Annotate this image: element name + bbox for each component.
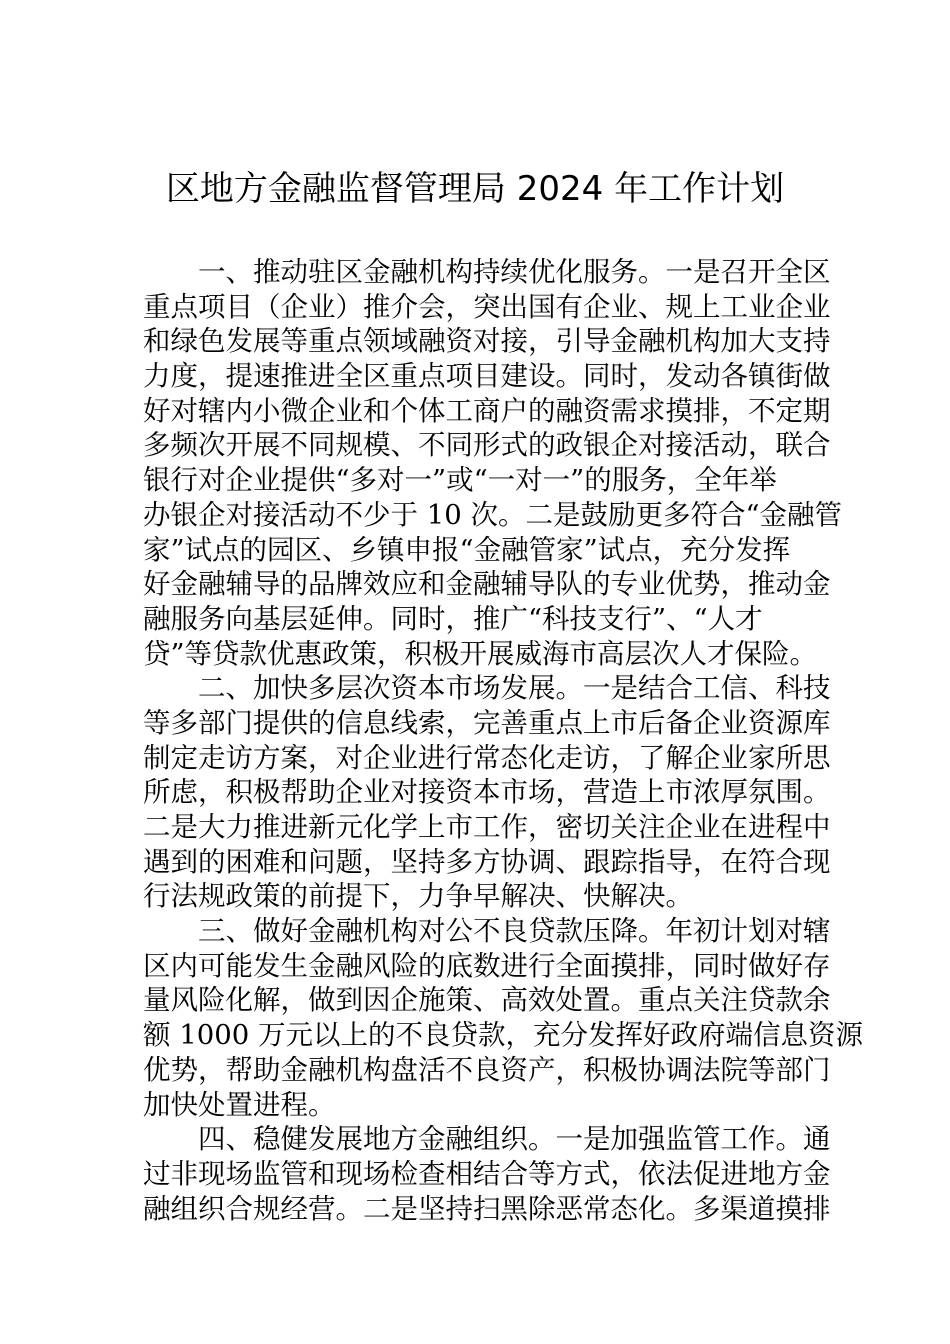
paragraph-3-line-1: 三、做好金融机构对公不良贷款压降。年初计划对辖 <box>198 915 831 948</box>
paragraph-3-line-4: 额 1000 万元以上的不良贷款，充分发挥好政府端信息资源 <box>143 1019 863 1052</box>
paragraph-1-line-9: 家”试点的园区、乡镇申报“金融管家”试点，充分发挥 <box>143 533 791 566</box>
paragraph-4-line-3: 融组织合规经营。二是坚持扫黑除恶常态化。多渠道摸排 <box>143 1192 831 1225</box>
paragraph-4-line-2: 过非现场监管和现场检查相结合等方式，依法促进地方金 <box>143 1157 831 1190</box>
paragraph-1-line-11: 融服务向基层延伸。同时，推广“科技支行”、“人才 <box>143 602 763 635</box>
paragraph-1-line-7: 银行对企业提供“多对一”或“一对一”的服务，全年举 <box>143 464 777 497</box>
paragraph-2-line-2: 等多部门提供的信息线索，完善重点上市后备企业资源库 <box>143 706 831 739</box>
paragraph-2-line-1: 二、加快多层次资本市场发展。一是结合工信、科技 <box>198 672 831 705</box>
paragraph-1-line-1: 一、推动驻区金融机构持续优化服务。一是召开全区 <box>198 256 831 288</box>
paragraph-3-line-3: 量风险化解，做到因企施策、高效处置。重点关注贷款余 <box>143 984 831 1017</box>
paragraph-3-line-2: 区内可能发生金融风险的底数进行全面摸排，同时做好存 <box>143 949 831 982</box>
paragraph-2-line-3: 制定走访方案，对企业进行常态化走访，了解企业家所思 <box>143 741 831 774</box>
paragraph-1-line-4: 力度，提速推进全区重点项目建设。同时，发动各镇街做 <box>143 360 831 393</box>
paragraph-1-line-5: 好对辖内小微企业和个体工商户的融资需求摸排，不定期 <box>143 394 831 427</box>
paragraph-2-line-7: 行法规政策的前提下，力争早解决、快解决。 <box>143 880 693 913</box>
paragraph-3-line-5: 优势，帮助金融机构盘活不良资产，积极协调法院等部门 <box>143 1053 831 1086</box>
paragraph-2-line-6: 遇到的困难和问题，坚持多方协调、跟踪指导，在符合现 <box>143 845 831 878</box>
paragraph-2-line-4: 所虑，积极帮助企业对接资本市场，营造上市浓厚氛围。 <box>143 776 831 809</box>
document-title: 区地方金融监督管理局 2024 年工作计划 <box>165 169 785 209</box>
paragraph-1-line-3: 和绿色发展等重点领域融资对接，引导金融机构加大支持 <box>143 325 831 358</box>
paragraph-1-line-2: 重点项目（企业）推介会，突出国有企业、规上工业企业 <box>143 290 831 323</box>
paragraph-1-line-6: 多频次开展不同规模、不同形式的政银企对接活动，联合 <box>143 429 831 462</box>
paragraph-4-line-1: 四、稳健发展地方金融组织。一是加强监管工作。通 <box>198 1123 831 1156</box>
paragraph-1-line-8: 办银企对接活动不少于 10 次。二是鼓励更多符合“金融管 <box>143 498 843 531</box>
document-body <box>143 255 863 1226</box>
paragraph-2-line-5: 二是大力推进新元化学上市工作，密切关注企业在进程中 <box>143 811 831 843</box>
paragraph-1-line-10: 好金融辅导的品牌效应和金融辅导队的专业优势，推动金 <box>143 568 831 601</box>
paragraph-1-line-12: 贷”等贷款优惠政策，积极开展威海市高层次人才保险。 <box>143 637 818 670</box>
paragraph-3-line-6: 加快处置进程。 <box>143 1088 336 1121</box>
